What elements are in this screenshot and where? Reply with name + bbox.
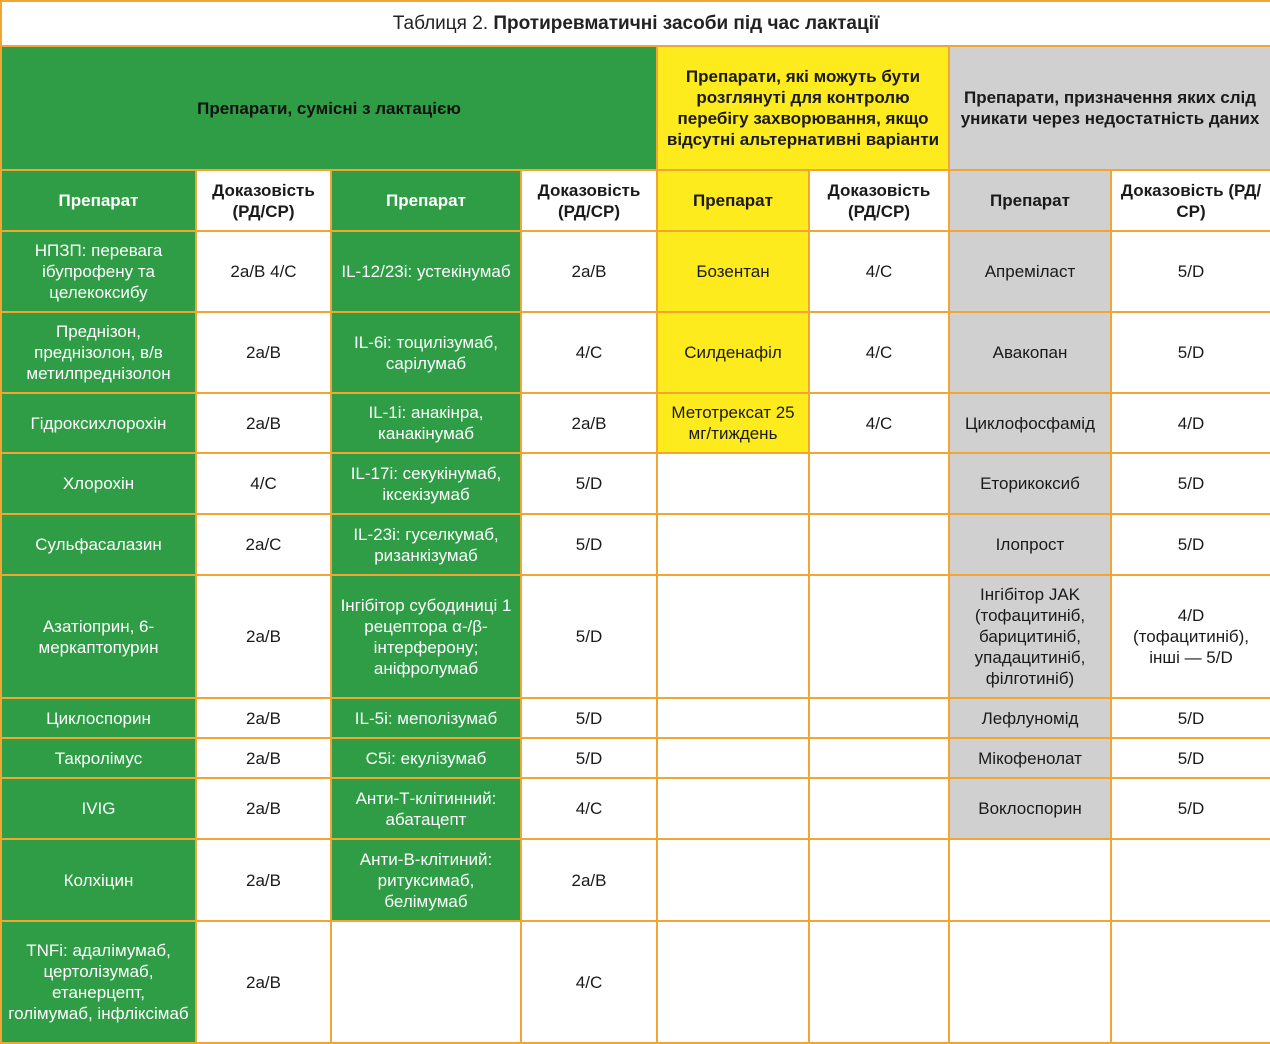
drug-cell: IL-17i: секукінумаб, іксекізумаб	[331, 453, 521, 514]
evidence-cell: 2a/B 4/C	[196, 231, 331, 312]
table-row	[1, 921, 1270, 1043]
drug-cell: Гідроксихлорохін	[1, 393, 196, 453]
drug-cell: Колхіцин	[1, 839, 196, 921]
column-header-evidence: Доказовість (РД/СР)	[196, 170, 331, 231]
evidence-cell	[809, 453, 949, 514]
drug-cell: Циклоспорин	[1, 698, 196, 738]
drug-cell: НПЗП: перевага ібупрофену та целекоксибу	[1, 231, 196, 312]
drug-cell: IVIG	[1, 778, 196, 839]
drug-cell: IL-1i: анакінра, канакінумаб	[331, 393, 521, 453]
evidence-cell: 2a/B	[521, 231, 657, 312]
evidence-cell: 5/D	[521, 698, 657, 738]
drug-cell: IL-5i: меполізумаб	[331, 698, 521, 738]
evidence-cell: 5/D	[1111, 698, 1270, 738]
evidence-cell: 4/D	[1111, 393, 1270, 453]
table-row	[1, 393, 1270, 453]
drug-cell: Апреміласт	[949, 231, 1111, 312]
table-row	[1, 778, 1270, 839]
table-row	[1, 738, 1270, 778]
evidence-cell: 4/C	[196, 453, 331, 514]
table-title	[1, 1, 1270, 46]
evidence-cell: 4/C	[521, 921, 657, 1043]
table-row	[1, 698, 1270, 738]
column-header-evidence: Доказовість (РД/СР)	[521, 170, 657, 231]
table-row	[1, 453, 1270, 514]
drug-cell: Інгібітор JAK (тофацитиніб, барицитиніб, упадацитиніб, філготиніб)	[949, 575, 1111, 698]
evidence-cell	[809, 514, 949, 575]
table-row	[1, 312, 1270, 393]
evidence-cell	[1111, 921, 1270, 1043]
evidence-cell: 5/D	[1111, 453, 1270, 514]
drug-cell: Анти-Т-клітинний: абатацепт	[331, 778, 521, 839]
table-title-bold: Протиревматичні засоби під час лактації	[493, 13, 880, 34]
evidence-cell: 5/D	[521, 575, 657, 698]
group-header-consider: Препарати, які можуть бути розглянуті для контролю перебігу захворювання, якщо відсутні альтернативні варіанти	[657, 46, 949, 170]
drug-cell	[657, 921, 809, 1043]
evidence-cell	[809, 738, 949, 778]
evidence-cell: 2a/C	[196, 514, 331, 575]
drug-cell: TNFi: адалімумаб, цертолізумаб, етанерцепт, голімумаб, інфліксімаб	[1, 921, 196, 1043]
column-header-drug: Препарат	[949, 170, 1111, 231]
evidence-cell: 2a/B	[196, 839, 331, 921]
evidence-cell	[1111, 839, 1270, 921]
evidence-cell: 4/C	[809, 231, 949, 312]
table-row	[1, 231, 1270, 312]
evidence-cell: 5/D	[521, 453, 657, 514]
evidence-cell: 2a/B	[196, 738, 331, 778]
column-header-evidence: Доказовість (РД/СР)	[1111, 170, 1270, 231]
drug-cell: Авакопан	[949, 312, 1111, 393]
drug-cell	[949, 839, 1111, 921]
column-header-evidence: Доказовість (РД/СР)	[809, 170, 949, 231]
evidence-cell: 2a/B	[196, 778, 331, 839]
table-row	[1, 514, 1270, 575]
table-title-prefix: Таблиця 2.	[392, 13, 494, 34]
evidence-cell	[809, 921, 949, 1043]
drug-cell: Силденафіл	[657, 312, 809, 393]
drug-cell: Бозентан	[657, 231, 809, 312]
evidence-cell: 4/C	[521, 778, 657, 839]
evidence-cell: 4/D (тофацитиніб), інші — 5/D	[1111, 575, 1270, 698]
drug-cell: Такролімус	[1, 738, 196, 778]
evidence-cell: 2a/B	[196, 393, 331, 453]
evidence-cell: 2a/B	[196, 921, 331, 1043]
drug-cell: IL-6i: тоцилізумаб, сарілумаб	[331, 312, 521, 393]
drug-cell: Воклоспорин	[949, 778, 1111, 839]
table-row	[1, 839, 1270, 921]
drug-cell: Інгібітор субодиниці 1 рецептора α-/β-інтерферону; аніфролумаб	[331, 575, 521, 698]
column-header-drug: Препарат	[331, 170, 521, 231]
evidence-cell: 5/D	[521, 738, 657, 778]
evidence-cell: 2a/B	[196, 698, 331, 738]
evidence-cell: 2a/B	[521, 839, 657, 921]
drug-cell: Анти-В-клітиний: ритуксимаб, белімумаб	[331, 839, 521, 921]
evidence-cell: 5/D	[1111, 738, 1270, 778]
evidence-cell: 2a/B	[521, 393, 657, 453]
drug-cell: Метотрексат 25 мг/тиждень	[657, 393, 809, 453]
evidence-cell	[809, 575, 949, 698]
drug-cell: Сульфасалазин	[1, 514, 196, 575]
evidence-cell: 5/D	[1111, 514, 1270, 575]
table-row	[1, 575, 1270, 698]
drug-cell: Мікофенолат	[949, 738, 1111, 778]
drug-cell: Еторикоксиб	[949, 453, 1111, 514]
drug-cell	[657, 453, 809, 514]
drug-cell	[657, 698, 809, 738]
drug-cell	[949, 921, 1111, 1043]
drug-cell	[657, 575, 809, 698]
column-header-drug: Препарат	[657, 170, 809, 231]
evidence-cell: 4/C	[521, 312, 657, 393]
evidence-cell: 5/D	[1111, 231, 1270, 312]
group-header-avoid: Препарати, призначення яких слід уникати через недостатність даних	[949, 46, 1270, 170]
evidence-cell	[809, 839, 949, 921]
evidence-cell: 2a/B	[196, 312, 331, 393]
drug-cell	[657, 514, 809, 575]
drug-cell: Ілопрост	[949, 514, 1111, 575]
group-header-compatible: Препарати, сумісні з лактацією	[1, 46, 657, 170]
evidence-cell: 4/C	[809, 393, 949, 453]
drug-cell: Преднізон, преднізолон, в/в метилпреднізолон	[1, 312, 196, 393]
drug-cell	[331, 921, 521, 1043]
evidence-cell: 5/D	[521, 514, 657, 575]
evidence-cell: 4/C	[809, 312, 949, 393]
drug-cell: C5i: екулізумаб	[331, 738, 521, 778]
evidence-cell: 5/D	[1111, 778, 1270, 839]
drug-cell: IL-23i: гуселкумаб, ризанкізумаб	[331, 514, 521, 575]
evidence-cell	[809, 698, 949, 738]
drug-cell	[657, 839, 809, 921]
drug-cell: Азатіоприн, 6-меркаптопурин	[1, 575, 196, 698]
drug-cell: IL-12/23i: устекінумаб	[331, 231, 521, 312]
drug-cell	[657, 738, 809, 778]
column-header-drug: Препарат	[1, 170, 196, 231]
drug-cell	[657, 778, 809, 839]
drug-cell: Лефлуномід	[949, 698, 1111, 738]
evidence-cell: 2a/B	[196, 575, 331, 698]
evidence-cell: 5/D	[1111, 312, 1270, 393]
drug-cell: Хлорохін	[1, 453, 196, 514]
evidence-cell	[809, 778, 949, 839]
drug-cell: Циклофосфамід	[949, 393, 1111, 453]
